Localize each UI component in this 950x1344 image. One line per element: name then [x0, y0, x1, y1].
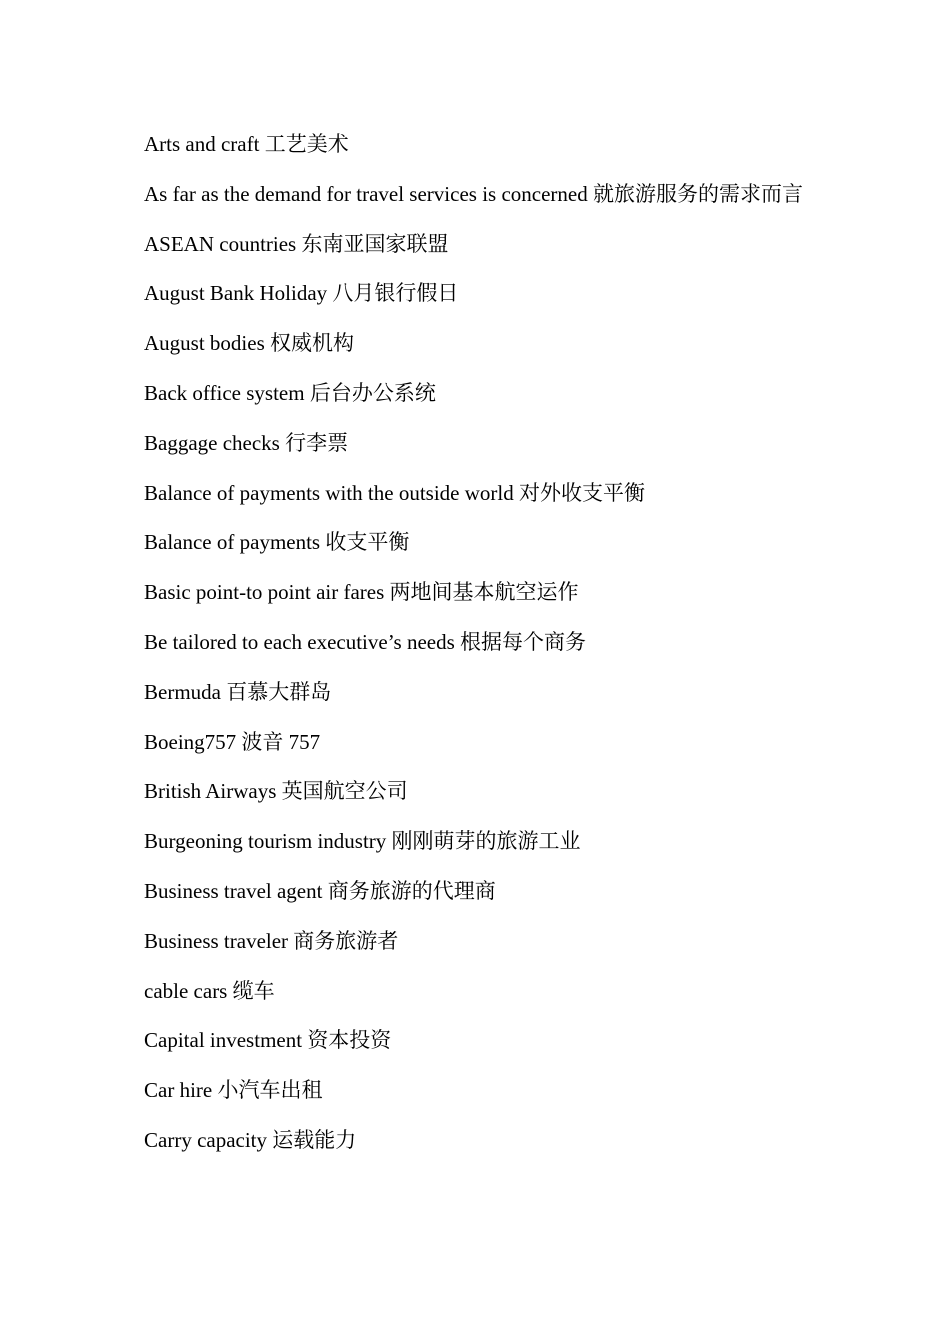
entry-chinese: 东南亚国家联盟	[301, 231, 449, 256]
entry-chinese: 收支平衡	[325, 530, 410, 555]
entry-english: Burgeoning tourism industry	[144, 829, 387, 854]
entry-english: Be tailored to each executive’s needs	[144, 629, 455, 654]
entry-chinese: 对外收支平衡	[519, 480, 645, 505]
glossary-entry	[144, 767, 814, 817]
entry-chinese: 百慕大群岛	[226, 679, 332, 704]
glossary-entry	[144, 817, 814, 867]
entry-chinese: 八月银行假日	[332, 281, 459, 306]
glossary-entry	[144, 867, 814, 917]
entry-english: As far as the demand for travel services is concerned	[144, 181, 588, 206]
glossary-entry	[144, 419, 814, 469]
glossary-entry	[144, 469, 814, 519]
entry-chinese: 资本投资	[307, 1028, 392, 1053]
entry-chinese: 商务旅游者	[293, 928, 399, 953]
entry-english: Balance of payments	[144, 530, 321, 555]
entry-english: Bermuda	[144, 679, 221, 704]
glossary-entry	[144, 220, 814, 270]
entry-chinese: 运载能力	[272, 1127, 357, 1152]
entry-english: Boeing757	[144, 729, 237, 754]
entry-chinese: 商务旅游的代理商	[327, 878, 496, 903]
glossary-entry	[144, 1016, 814, 1066]
glossary-entry	[144, 718, 814, 768]
glossary-entry	[144, 967, 814, 1017]
entry-english: Arts and craft	[144, 132, 260, 156]
entry-chinese: 权威机构	[270, 331, 354, 356]
entry-english: cable cars	[144, 978, 228, 1003]
glossary-entry	[144, 1066, 814, 1116]
glossary-entry	[144, 269, 814, 319]
entry-chinese: 英国航空公司	[281, 779, 408, 804]
glossary-entry	[144, 1116, 814, 1166]
glossary-entry	[144, 120, 814, 170]
entry-english: Carry capacity	[144, 1127, 268, 1152]
entry-english: ASEAN countries	[144, 231, 297, 256]
entry-english: August bodies	[144, 331, 265, 356]
entry-english: August Bank Holiday	[144, 281, 328, 306]
entry-chinese: 行李票	[285, 430, 349, 455]
entry-english: Capital investment	[144, 1028, 303, 1053]
glossary-entry	[144, 369, 814, 419]
entry-chinese: 就旅游服务的需求而言	[592, 181, 803, 206]
glossary-entry	[144, 668, 814, 718]
entry-chinese: 根据每个商务	[460, 629, 587, 654]
entry-english: Baggage checks	[144, 430, 280, 455]
entry-chinese: 刚刚萌芽的旅游工业	[391, 829, 581, 854]
entry-chinese: 缆车	[232, 978, 275, 1003]
entry-chinese: 工艺美术	[264, 132, 349, 156]
entry-chinese: 波音 757	[241, 729, 321, 754]
glossary-entry	[144, 319, 814, 369]
entry-english: Balance of payments with the outside world	[144, 480, 514, 505]
entry-english: Business traveler	[144, 928, 289, 953]
glossary-entry	[144, 917, 814, 967]
entry-chinese: 小汽车出租	[217, 1078, 323, 1103]
entry-english: British Airways	[144, 779, 277, 804]
entry-english: Business travel agent	[144, 878, 323, 903]
entry-english: Car hire	[144, 1078, 213, 1103]
entry-chinese: 后台办公系统	[309, 380, 436, 405]
entry-english: Basic point-to point air fares	[144, 580, 385, 605]
glossary-list	[144, 120, 814, 1166]
entry-english: Back office system	[144, 380, 305, 405]
glossary-entry	[144, 170, 814, 220]
glossary-entry	[144, 568, 814, 618]
entry-chinese: 两地间基本航空运作	[389, 580, 579, 605]
glossary-entry	[144, 618, 814, 668]
glossary-entry	[144, 518, 814, 568]
